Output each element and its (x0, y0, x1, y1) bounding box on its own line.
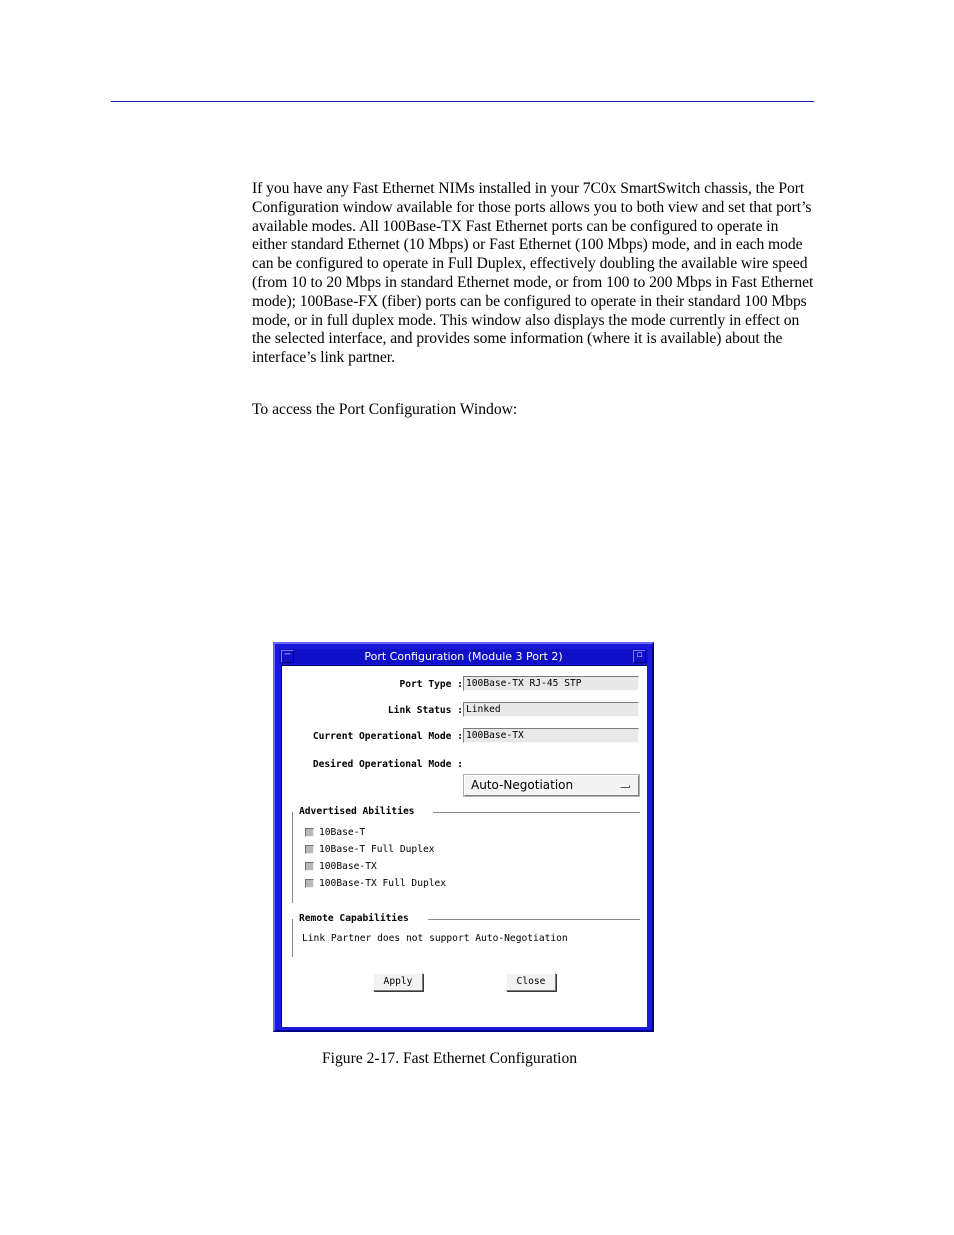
ability-100base-tx[interactable] (305, 861, 377, 875)
remote-capabilities-text: Link Partner does not support Auto-Negotiation (302, 933, 568, 944)
apply-button[interactable]: Apply (373, 973, 423, 991)
remote-capabilities-group (292, 913, 640, 957)
advertised-abilities-group (292, 806, 640, 903)
checkbox[interactable] (305, 862, 314, 871)
group-divider (433, 812, 640, 814)
intro-paragraph: If you have any Fast Ethernet NIMs installed in your 7C0x SmartSwitch chassis, the Port Configuration window available for those ports allows you to both view and set that port’s available modes. All 100Base-TX Fast Ethernet ports can be configured to operate in either standard Ethernet (10 Mbps) or Fast Ethernet (100 Mbps) mode, and in each mode can be configured to operate in Full Duplex, effectively doubling the available wire speed (from 10 to 20 Mbps in standard Ethernet mode, or from 100 to 200 Mbps in Fast Ethernet mode); 100Base-FX (fiber) ports can be configured to operate in their standard 100 Mbps mode, or in full duplex mode. This window also displays the mode currently in effect on the selected interface, and provides some information (where it is available) about the interface’s link partner. (252, 180, 814, 367)
desired-mode-label: Desired Operational Mode : (312, 759, 463, 770)
dropdown-indicator-icon (620, 785, 630, 788)
close-button[interactable]: Close (506, 973, 556, 991)
checkbox[interactable] (305, 828, 314, 837)
figure-caption: Figure 2-17. Fast Ethernet Configuration (322, 1050, 578, 1067)
ability-100base-tx-full-duplex[interactable] (305, 878, 446, 892)
current-mode-label: Current Operational Mode : (312, 731, 463, 742)
window-maximize-icon[interactable]: ▫ (633, 650, 646, 663)
desired-mode-value: Auto-Negotiation (471, 778, 574, 792)
group-divider (428, 919, 640, 921)
desired-mode-select[interactable] (464, 775, 639, 796)
window-title-bar[interactable] (279, 649, 648, 664)
ability-10base-t-full-duplex[interactable] (305, 844, 435, 858)
checkbox-label: 100Base-TX Full Duplex (319, 878, 447, 889)
checkbox-label: 10Base-T Full Duplex (319, 844, 435, 855)
current-mode-field: 100Base-TX (463, 728, 639, 743)
checkbox-label: 10Base-T (319, 827, 366, 838)
checkbox[interactable] (305, 879, 314, 888)
header-rule (111, 101, 814, 102)
window-menu-icon[interactable]: ─ (281, 650, 294, 663)
window-client-area (281, 665, 647, 1027)
checkbox-label: 100Base-TX (319, 861, 377, 872)
remote-capabilities-title: Remote Capabilities (299, 913, 413, 924)
advertised-abilities-title: Advertised Abilities (299, 806, 419, 817)
checkbox[interactable] (305, 845, 314, 854)
ability-10base-t[interactable] (305, 827, 365, 841)
port-type-label: Port Type : (399, 679, 463, 690)
port-configuration-window (273, 642, 654, 1032)
link-status-field: Linked (463, 702, 639, 717)
port-type-field: 100Base-TX RJ-45 STP (463, 676, 639, 691)
link-status-label: Link Status : (387, 705, 463, 716)
window-title: Port Configuration (Module 3 Port 2) (364, 650, 563, 663)
access-instruction: To access the Port Configuration Window: (252, 401, 518, 418)
